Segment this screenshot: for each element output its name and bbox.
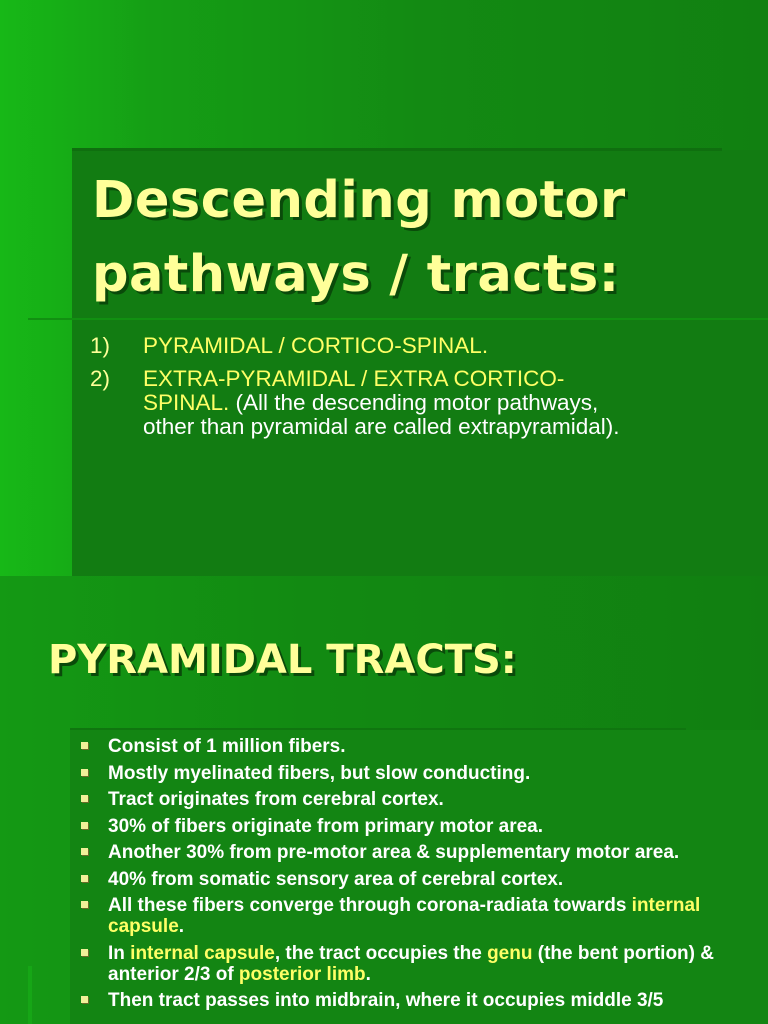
bullet-text: Mostly myelinated fibers, but slow conducting. (108, 762, 531, 784)
bullet-text-part: In (108, 942, 131, 964)
list-item (78, 736, 718, 757)
bullet-text-part: . (365, 963, 371, 985)
square-bullet-icon (81, 769, 88, 776)
slide-2-bullet-list (78, 736, 718, 1017)
slide-1-list (90, 334, 650, 448)
list-item-number: 2) (90, 366, 111, 391)
square-bullet-icon (81, 875, 88, 882)
bullet-text-part: (the bent portion) & anterior 2/3 of (108, 942, 714, 985)
list-item (78, 816, 718, 837)
list-item-number: 1) (90, 333, 111, 358)
slide-1-top-rule (72, 148, 722, 151)
highlight-term: internal capsule (130, 942, 275, 964)
square-bullet-icon (81, 822, 88, 829)
square-bullet-icon (81, 848, 88, 855)
list-item (78, 895, 718, 937)
bullet-text: Another 30% from pre-motor area & supplementary motor area. (108, 842, 680, 863)
list-item (78, 789, 718, 810)
list-item-label: PYRAMIDAL / CORTICO-SPINAL. (143, 333, 489, 358)
list-item (78, 990, 718, 1011)
bullet-text: Consist of 1 million fibers. (108, 736, 346, 757)
list-item (78, 943, 718, 985)
highlight-term: internal capsule (108, 895, 701, 937)
list-item (78, 869, 718, 890)
bullet-text (108, 895, 700, 937)
square-bullet-icon (81, 996, 88, 1003)
highlight-term: genu (487, 942, 533, 964)
list-item (90, 367, 650, 439)
list-item-label: EXTRA-PYRAMIDAL / EXTRA CORTICO-SPINAL. (143, 366, 565, 415)
list-item (78, 842, 718, 863)
list-item (90, 334, 650, 358)
bullet-text-part: All these fibers converge through corona-radiata towards (108, 895, 632, 916)
bullet-text: 40% from somatic sensory area of cerebral cortex. (108, 868, 564, 890)
list-item (78, 763, 718, 784)
square-bullet-icon (81, 742, 88, 749)
bullet-text-part: , the tract occupies the (274, 942, 488, 964)
square-bullet-icon (81, 795, 88, 802)
slide-1-title: Descending motor pathways / tracts: (92, 171, 626, 304)
slide-1-mid-rule (28, 318, 768, 320)
slide-2-top-rule (70, 728, 686, 730)
list-item-note: (All the descending motor pathways, other than pyramidal are called extrapyramidal). (143, 390, 620, 439)
bullet-text (108, 943, 714, 985)
bullet-text: Tract originates from cerebral cortex. (108, 789, 444, 810)
slide-2-left-accent (28, 966, 32, 1024)
bullet-text: Then tract passes into midbrain, where it occupies middle 3/5 (108, 990, 664, 1011)
square-bullet-icon (81, 949, 88, 956)
highlight-term: posterior limb (238, 963, 366, 985)
bullet-text: 30% of fibers originate from primary motor area. (108, 815, 544, 837)
bullet-text-part: . (178, 916, 185, 937)
slide-2-title: PYRAMIDAL TRACTS: (48, 637, 517, 683)
square-bullet-icon (81, 901, 88, 908)
